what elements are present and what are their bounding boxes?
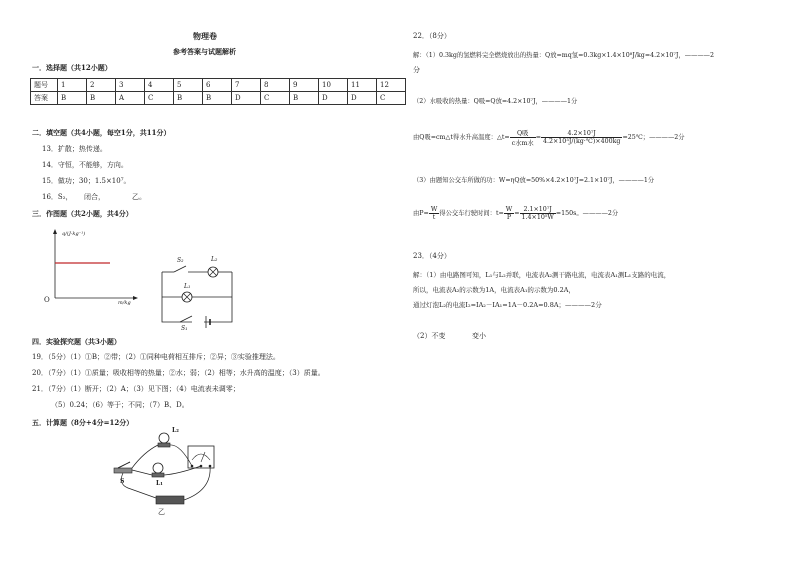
q23-line-4-part-1: （2）不变 — [413, 332, 446, 340]
battery-pack-icon — [156, 496, 184, 504]
q23-line-3: 通过灯泡L₂的电流I₂=IA₂－IA₁=1A－0.2A=0.8A；————2分 — [413, 301, 602, 309]
answer-21-line-1: 21．（7分）（1）断开；（2）A；（3）见下图；（4）电流表未调零； — [32, 385, 240, 393]
q23-line-2: 所以，电流表A₂的示数为1A，电流表A₁的示数为0.2A， — [413, 286, 575, 294]
fraction-numerator: 4.2×10⁷J — [541, 130, 622, 138]
fraction-numerator: Q吸 — [510, 128, 536, 138]
page-title: 物理卷 — [193, 31, 217, 41]
figure-label-l1: L₁ — [156, 480, 163, 487]
table-cell: 2 — [87, 79, 116, 92]
table-cell: 5 — [174, 79, 203, 92]
physical-circuit-figure — [108, 424, 218, 514]
table-cell: B — [87, 92, 116, 105]
answer-20: 20．（7分）（1）①质量；吸收相等的热量；②水；弱；（2）相等；水升高的温度；（3）质量。 — [32, 369, 325, 377]
q22-line-5-suffix: =150s。————2分 — [555, 210, 619, 217]
table-cell: C — [377, 92, 406, 105]
table-cell: 4 — [145, 79, 174, 92]
figure-label-l2: L₂ — [172, 427, 179, 434]
table-cell: 9 — [290, 79, 319, 92]
bulb-l2-icon — [159, 433, 169, 443]
answer-16-part-2: 闭合， — [84, 193, 105, 201]
graph-x-axis-label: m/kg — [118, 300, 131, 306]
switch-s2 — [174, 266, 186, 272]
answer-13: 13．扩散；热传递。 — [42, 145, 107, 153]
answer-16-part-1: 16．S₂， — [42, 193, 73, 201]
table-cell: 6 — [203, 79, 232, 92]
q22-line-4: （3）由题知公交车所做的功：W=ηQ放=50%×4.2×10⁷J=2.1×10⁷J，————1分 — [413, 177, 655, 184]
table-cell: D — [319, 92, 348, 105]
table-cell: B — [203, 92, 232, 105]
answer-14: 14．守恒，不能够，方向。 — [42, 161, 128, 169]
answer-19: 19．（5分）（1）①B；②带；（2）①同种电荷相互排斥；②异；③实验推理法。 — [32, 353, 280, 361]
fraction-denominator: P — [506, 214, 512, 221]
fraction — [541, 130, 622, 145]
q22-line-1-end: 分 — [413, 66, 420, 74]
table-cell: C — [145, 92, 174, 105]
q22-heading: 22．（8分） — [413, 32, 451, 40]
table-cell: B — [174, 92, 203, 105]
fraction — [520, 206, 556, 221]
table-cell: B — [290, 92, 319, 105]
table-row — [31, 92, 406, 105]
q22-line-3: 由Q吸=cm△t得水升高温度：△t= $\frac{\text{Q吸}}{\text{c水m水}}$ = $\frac{\text{4.2×10⁷J}}{\text{4.2×10³J/(kg·℃)×400kg}}$ =25℃；————2分 — [413, 130, 685, 147]
table-cell: D — [232, 92, 261, 105]
q23-line-4-part-2: 变小 — [472, 332, 486, 340]
fraction-numerator: W — [505, 206, 513, 213]
q22-line-5-prefix: 由P= — [413, 210, 429, 217]
answer-table — [30, 78, 406, 105]
fraction-denominator: t — [432, 214, 436, 221]
section-4-heading: 四．实验探究题（共3小题） — [32, 337, 121, 346]
switch-s-icon — [114, 468, 132, 473]
fraction-denominator: 1.4×10⁵W — [521, 214, 554, 221]
circuit-label-l2: L₂ — [211, 256, 218, 263]
bulb-l1-icon — [153, 463, 163, 473]
fraction-numerator: 2.1×10⁷J — [520, 206, 556, 214]
q-m-graph — [40, 226, 140, 310]
figure-label-s: S — [120, 478, 125, 485]
table-cell: B — [58, 92, 87, 105]
table-cell: 8 — [261, 79, 290, 92]
table-cell: 3 — [116, 79, 145, 92]
q22-line-1: 解：（1）0.3kg的氢燃料完全燃烧放出的热量：Q放=mq氢=0.3kg×1.4×10⁸J/kg=4.2×10⁷J，————2 — [413, 52, 714, 59]
table-cell: D — [348, 92, 377, 105]
fraction — [510, 128, 536, 147]
q23-heading: 23．（4分） — [413, 252, 451, 260]
q22-line-5-middle: 得公交车行驶时间：t= — [439, 210, 504, 217]
table-cell: 答案 — [31, 92, 58, 105]
circuit-label-s2: S₂ — [177, 257, 184, 264]
circuit-diagram — [150, 250, 240, 330]
section-2-heading: 二．填空题（共4小题，每空1分，共11分） — [32, 128, 171, 137]
fraction — [429, 206, 439, 221]
fraction-denominator: 4.2×10³J/(kg·℃)×400kg — [543, 138, 621, 145]
circuit-label-s1: S₁ — [181, 325, 188, 332]
table-cell: 7 — [232, 79, 261, 92]
q22-line-3-suffix: =25℃；————2分 — [622, 134, 685, 141]
section-5-heading: 五．计算题（8分+4分=12分） — [32, 418, 134, 427]
section-3-heading: 三．作图题（共2小题，共4分） — [32, 209, 133, 218]
section-1-heading: 一．选择题（共12小题） — [32, 63, 112, 72]
figure-caption: 乙 — [158, 508, 165, 516]
table-cell: 10 — [319, 79, 348, 92]
q23-line-1: 解：（1）由电路图可知，L₁与L₂并联，电流表A₂测干路电流，电流表A₁测L₁支路的电流， — [413, 271, 671, 279]
answer-15: 15．做功；30；1.5×10⁷。 — [42, 177, 131, 185]
graph-origin-label: O — [44, 296, 50, 304]
circuit-label-l1: L₁ — [184, 283, 191, 290]
answer-16-part-3: 乙。 — [132, 193, 146, 201]
switch-s1 — [180, 316, 192, 322]
fraction-denominator: c水m水 — [511, 140, 534, 147]
table-cell: 11 — [348, 79, 377, 92]
page-subtitle: 参考答案与试题解析 — [173, 47, 236, 56]
table-cell: 12 — [377, 79, 406, 92]
table-cell: 题号 — [31, 79, 58, 92]
table-cell: A — [116, 92, 145, 105]
q22-line-3-prefix: 由Q吸=cm△t得水升高温度：△t= — [413, 134, 510, 141]
fraction — [504, 206, 514, 221]
answer-21-line-2: （5）0.24；（6）等于；不同；（7）B、D。 — [51, 401, 189, 409]
table-cell: 1 — [58, 79, 87, 92]
table-row — [31, 79, 406, 92]
q22-line-2: （2）水吸收的热量：Q吸=Q放=4.2×10⁷J，————1分 — [413, 98, 578, 105]
q22-line-5: 由P= $\frac{W}{t}$ 得公交车行驶时间：t= $\frac{W}{P}$ = $\frac{\text{2.1×10⁷J}}{\text{1.4×10⁵W}}$ =150s。————2分 — [413, 206, 619, 221]
fraction-numerator: W — [430, 206, 438, 213]
graph-y-axis-label: q/(J·kg⁻¹) — [62, 231, 86, 237]
table-cell: C — [261, 92, 290, 105]
